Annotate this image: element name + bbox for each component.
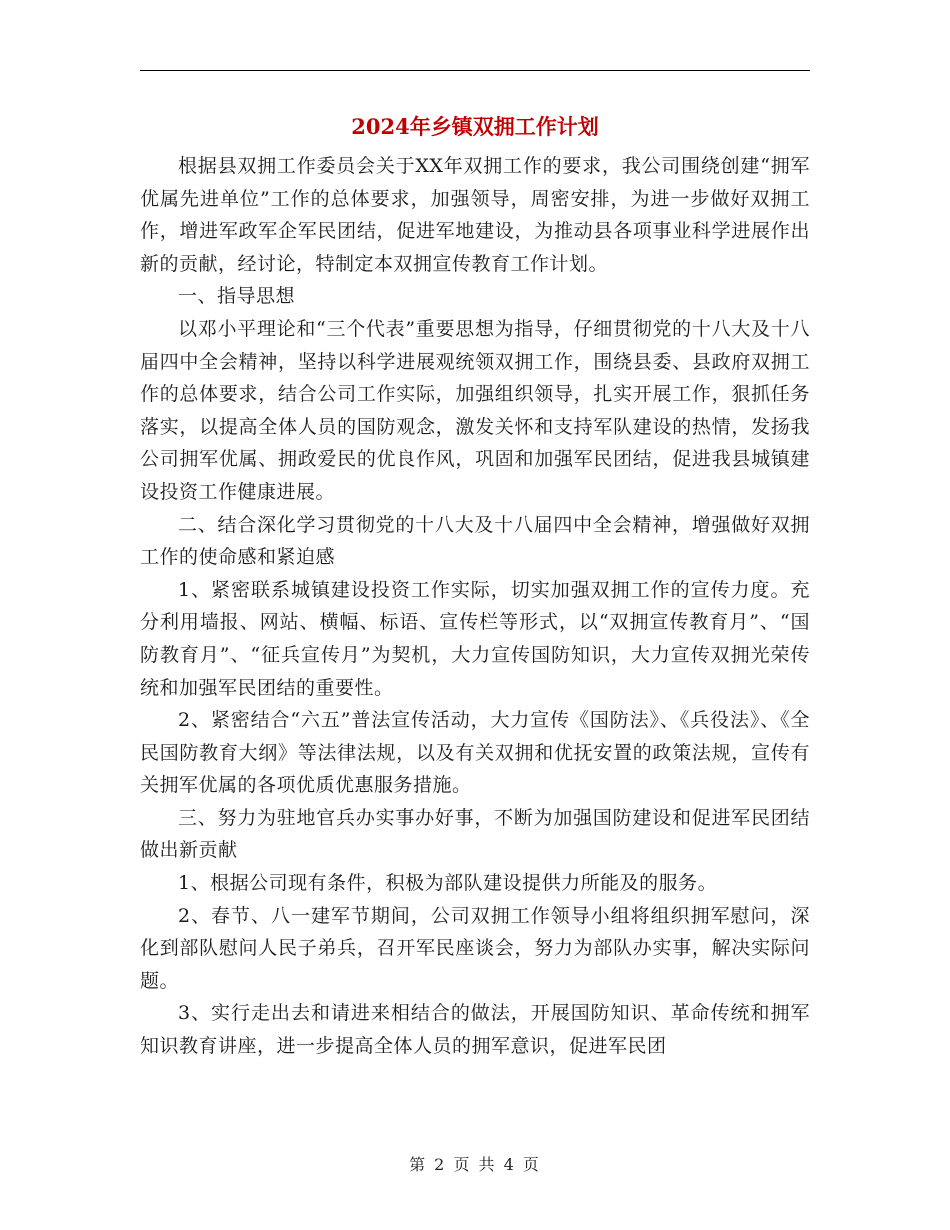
header-rule	[140, 70, 810, 71]
document-body	[140, 150, 810, 1063]
page-number-footer: 第 2 页 共 4 页	[409, 1155, 541, 1174]
serve-item-1: 1、根据公司现有条件，积极为部队建设提供力所能及的服务。	[178, 872, 718, 895]
study-item-1: 1、紧密联系城镇建设投资工作实际，切实加强双拥工作的宣传力度。充分利用墙报、网站、横幅、标语、宣传栏等形式，以“双拥宣传教育月”、“国防教育月”、“征兵宣传月”为契机，大力宣传国防知识，大力宣传双拥光荣传统和加强军民团结的重要性。	[140, 578, 810, 699]
section-heading-serve-troops: 三、努力为驻地官兵办实事办好事，不断为加强国防建设和促进军民团结做出新贡献	[140, 806, 810, 862]
study-item-2: 2、紧密结合“六五”普法宣传活动，大力宣传《国防法》、《兵役法》、《全民国防教育大纲》等法律法规，以及有关双拥和优抚安置的政策法规，宣传有关拥军优属的各项优质优惠服务措施。	[140, 709, 810, 797]
guiding-ideology-paragraph: 以邓小平理论和“三个代表”重要思想为指导，仔细贯彻党的十八大及十八届四中全会精神，坚持以科学进展观统领双拥工作，围绕县委、县政府双拥工作的总体要求，结合公司工作实际，加强组织领导，扎实开展工作，狠抓任务落实，以提高全体人员的国防观念，激发关怀和支持军队建设的热情，发扬我公司拥军优属、拥政爱民的优良作风，巩固和加强军民团结，促进我县城镇建设投资工作健康进展。	[140, 317, 810, 503]
section-heading-study-spirit: 二、结合深化学习贯彻党的十八大及十八届四中全会精神，增强做好双拥工作的使命感和紧迫感	[140, 513, 810, 569]
serve-item-2: 2、春节、八一建军节期间，公司双拥工作领导小组将组织拥军慰问，深化到部队慰问人民子弟兵，召开军民座谈会，努力为部队办实事，解决实际问题。	[140, 904, 810, 992]
section-heading-guiding-ideology: 一、指导思想	[178, 285, 296, 308]
serve-item-3: 3、实行走出去和请进来相结合的做法，开展国防知识、革命传统和拥军知识教育讲座，进一步提高全体人员的拥军意识，促进军民团	[140, 1002, 810, 1058]
intro-paragraph: 根据县双拥工作委员会关于XX年双拥工作的要求，我公司围绕创建“拥军优属先进单位”工作的总体要求，加强领导，周密安排，为进一步做好双拥工作，增进军政军企军民团结，促进军地建设，为推动县各项事业科学进展作出新的贡献，经讨论，特制定本双拥宣传教育工作计划。	[140, 155, 810, 275]
document-title: 2024年乡镇双拥工作计划	[351, 114, 599, 139]
